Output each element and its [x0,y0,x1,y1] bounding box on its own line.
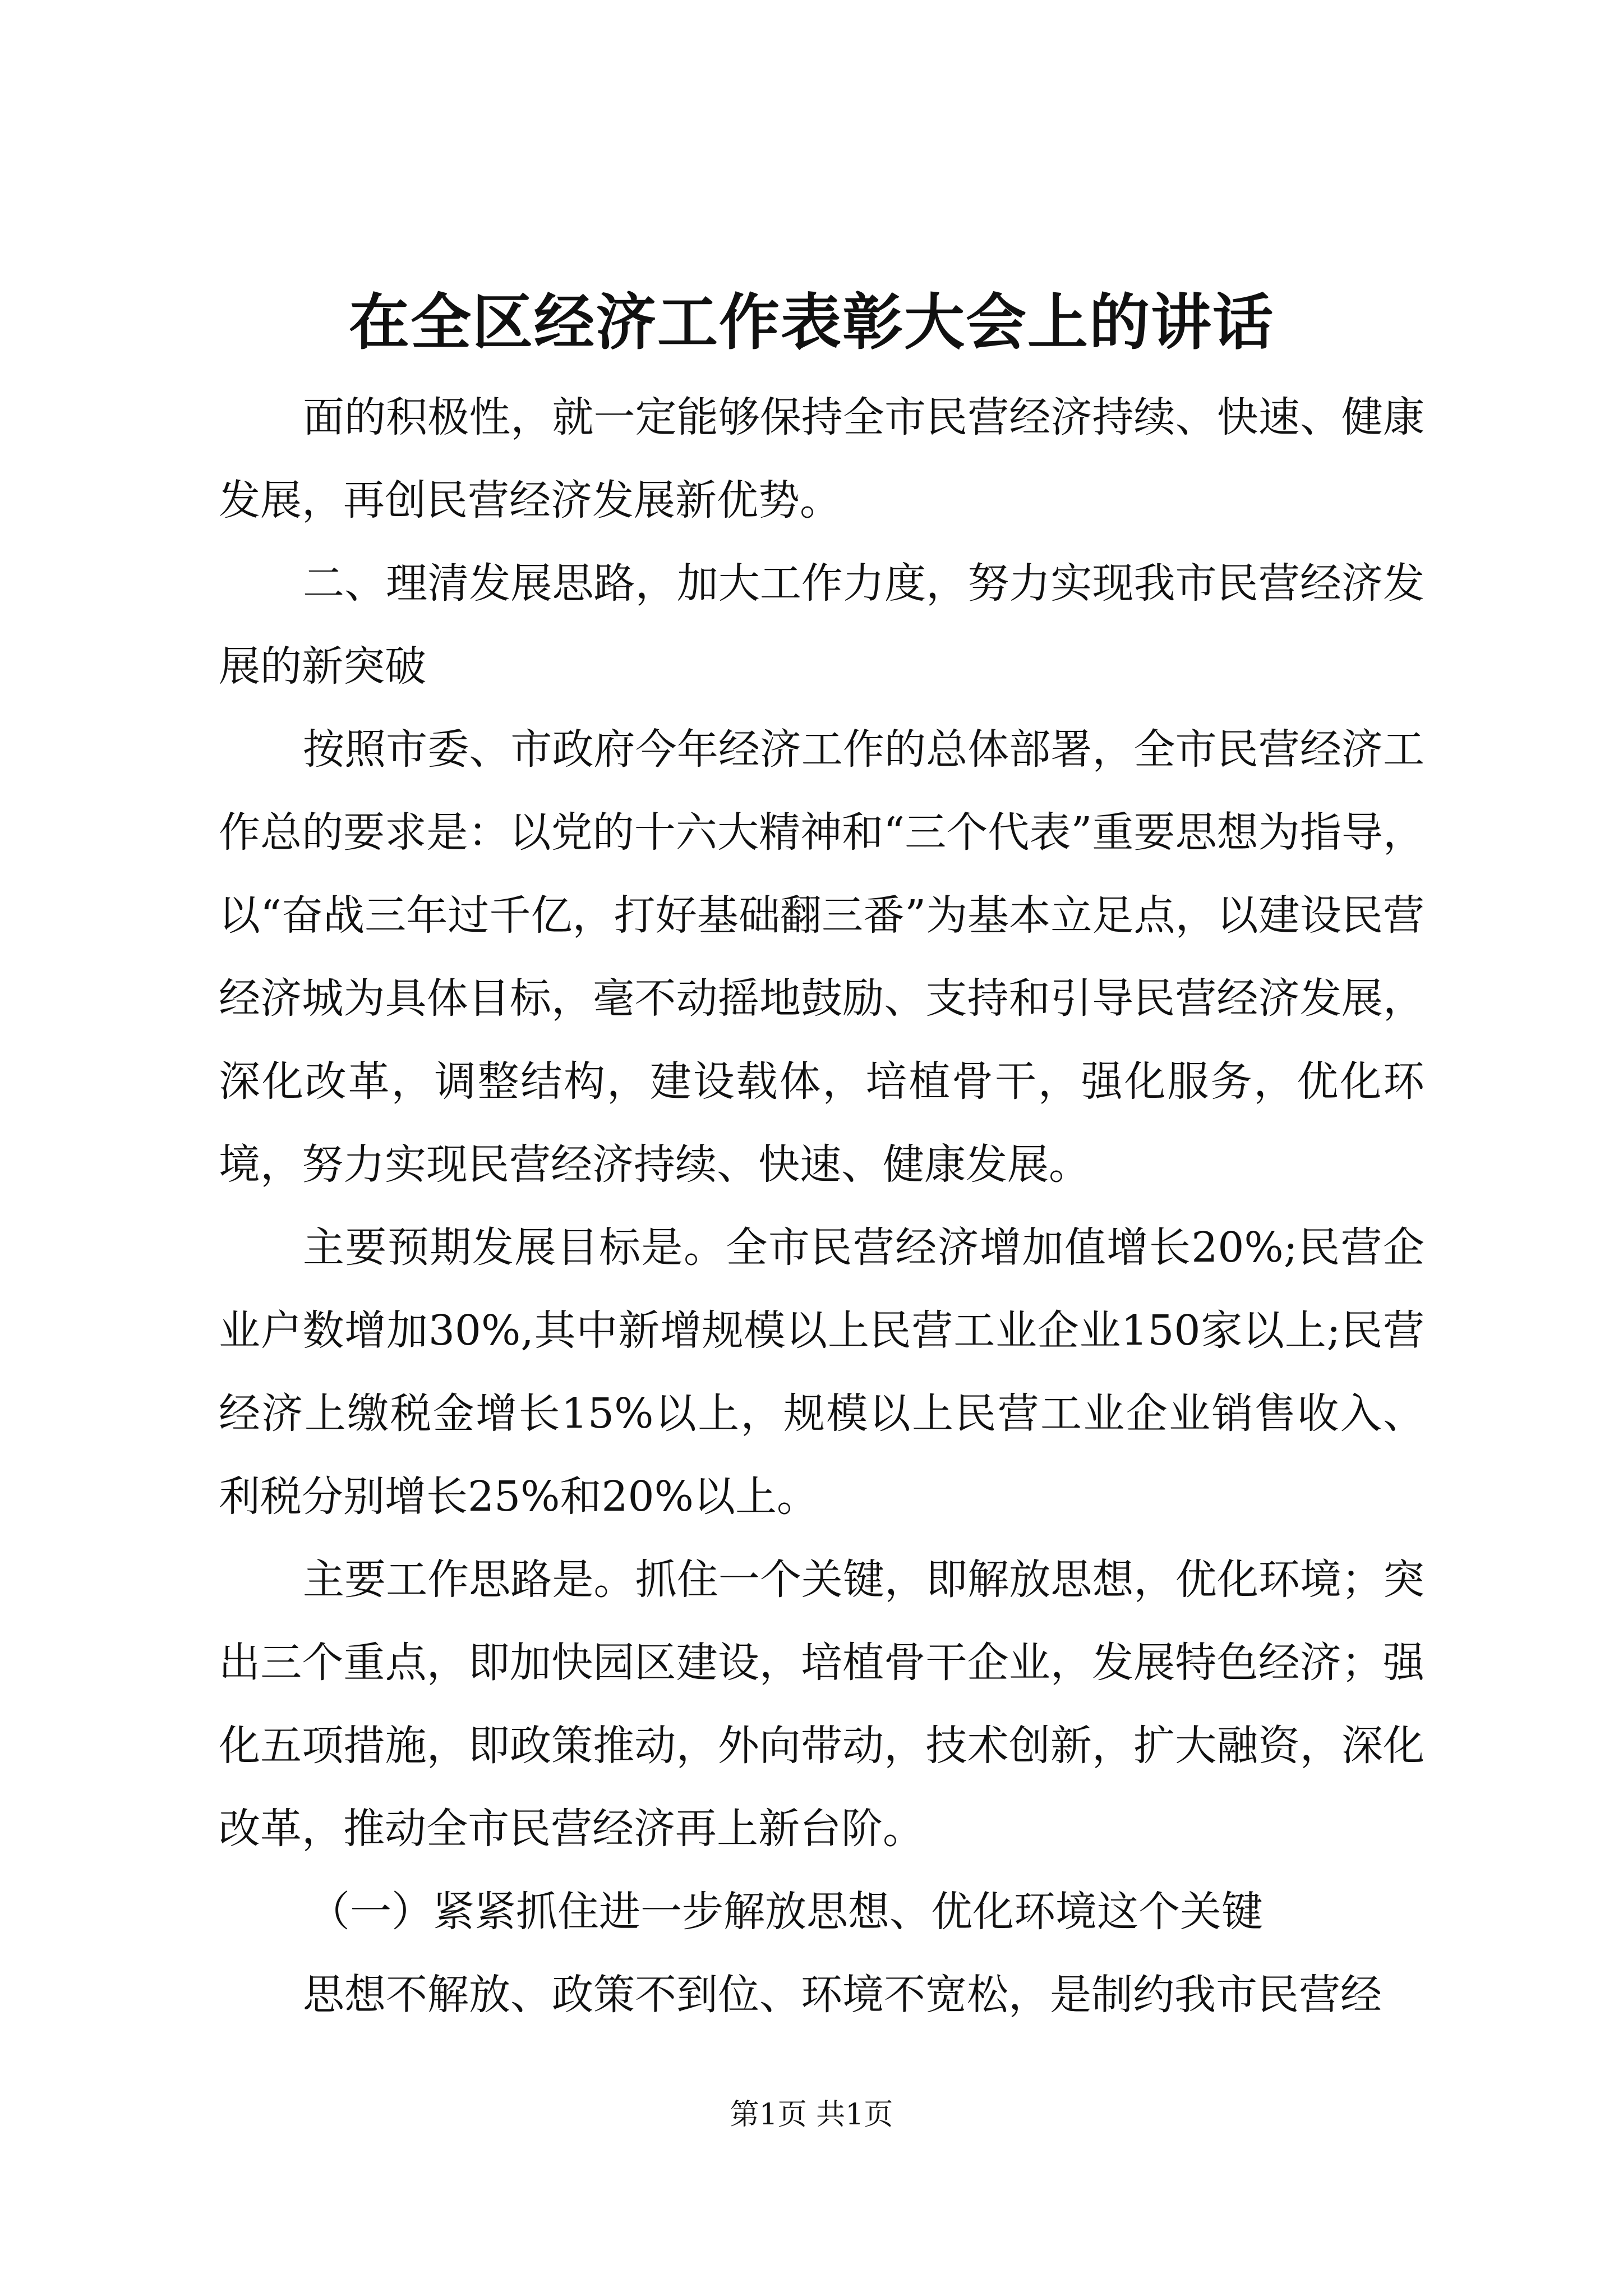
paragraph: 按照市委、市政府今年经济工作的总体部署，全市民营经济工作总的要求是：以党的十六大精神和“三个代表”重要思想为指导，以“奋战三年过千亿，打好基础翻三番”为基本立足点，以建设民营经济城为具体目标，毫不动摇地鼓励、支持和引导民营经济发展，深化改革，调整结构，建设载体，培植骨干，强化服务，优化环境，努力实现民营经济持续、快速、健康发展。 [219,725,1424,1189]
paragraph: 思想不解放、政策不到位、环境不宽松，是制约我市民营经 [303,1971,1382,2019]
document-body [219,376,1424,2036]
page-number: 第1页 共1页 [730,2098,893,2132]
paragraph: 主要工作思路是。抓住一个关键，即解放思想，优化环境；突出三个重点，即加快园区建设，培植骨干企业，发展特色经济；强化五项措施，即政策推动，外向带动，技术创新，扩大融资，深化改革，推动全市民营经济再上新台阶。 [219,1556,1424,1853]
paragraph: 主要预期发展目标是。全市民营经济增加值增长20%;民营企业户数增加30%,其中新增规模以上民营工业企业150家以上;民营经济上缴税金增长15%以上，规模以上民营工业企业销售收入、利税分别增长25%和20%以上。 [219,1223,1424,1521]
subsection-heading: （一）紧紧抓住进一步解放思想、优化环境这个关键 [308,1888,1263,1936]
document-title: 在全区经济工作表彰大会上的讲话 [348,287,1274,358]
paragraph: 面的积极性，就一定能够保持全市民营经济持续、快速、健康发展，再创民营经济发展新优势。 [219,393,1424,524]
section-heading: 二、理清发展思路，加大工作力度，努力实现我市民营经济发展的新突破 [219,559,1424,691]
